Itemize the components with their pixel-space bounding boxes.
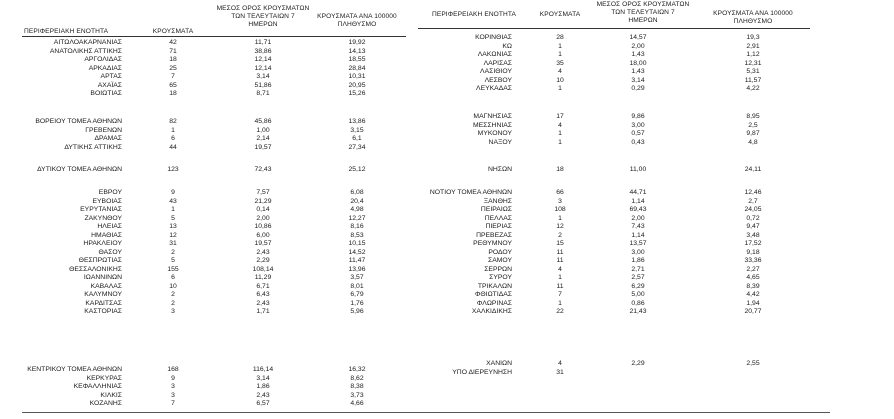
per-100k-value: 8,16 <box>350 223 364 230</box>
cases-value: 13 <box>169 223 177 230</box>
per-100k-value: 13,96 <box>348 265 366 273</box>
region-name: ΓΡΕΒΕΝΩΝ <box>85 126 122 134</box>
left-header-cases: ΚΡΟΥΣΜΑΤΑ <box>152 28 194 35</box>
table-row <box>0 84 894 93</box>
region-name: ΠΕΛΛΑΣ <box>484 214 512 222</box>
per-100k-value: 6,79 <box>350 291 364 298</box>
avg-7day-value: 0,29 <box>631 85 645 92</box>
avg-7day-value: 0,86 <box>631 299 645 307</box>
region-name: ΠΙΕΡΙΑΣ <box>485 223 512 230</box>
avg-7day-value: 116,14 <box>252 366 274 373</box>
cases-value: 12 <box>169 231 177 239</box>
region-name: ΝΑΞΟΥ <box>488 138 512 146</box>
cases-value: 6 <box>171 274 175 281</box>
right-header-avg-line3: ΗΜΕΡΩΝ <box>628 17 658 24</box>
region-name: ΧΑΝΙΩΝ <box>486 360 512 367</box>
region-name: ΠΡΕΒΕΖΑΣ <box>476 231 512 239</box>
cases-value: 31 <box>556 368 564 376</box>
per-100k-value: 2,7 <box>748 197 758 205</box>
cases-value: 1 <box>558 85 562 92</box>
avg-7day-value: 72,43 <box>254 166 272 173</box>
region-name: ΔΥΤΙΚΗΣ ΑΤΤΙΚΗΣ <box>64 143 122 151</box>
cases-value: 18 <box>169 56 177 63</box>
right-header-avg-line1: ΜΕΣΟΣ ΟΡΟΣ ΚΡΟΥΣΜΑΤΩΝ <box>596 1 690 8</box>
per-100k-value: 12,46 <box>744 189 762 196</box>
per-100k-value: 20,95 <box>348 81 366 89</box>
per-100k-value: 3,48 <box>746 231 760 239</box>
per-100k-value: 8,62 <box>350 374 364 382</box>
cases-value: 44 <box>169 143 177 151</box>
region-name: ΧΑΛΚΙΔΙΚΗΣ <box>471 308 512 315</box>
table-row <box>0 368 894 377</box>
right-header-per100k <box>700 10 806 26</box>
per-100k-value: 17,52 <box>744 240 762 247</box>
avg-7day-value: 0,57 <box>631 130 645 137</box>
avg-7day-value: 6,71 <box>256 282 270 290</box>
avg-7day-value: 13,57 <box>629 240 647 247</box>
region-name: ΦΛΩΡΙΝΑΣ <box>476 299 512 307</box>
left-header-avg-line1: ΜΕΣΟΣ ΟΡΟΣ ΚΡΟΥΣΜΑΤΩΝ <box>216 5 310 12</box>
per-100k-value: 2,5 <box>748 121 758 129</box>
cases-value: 1 <box>171 126 175 134</box>
avg-7day-value: 14,57 <box>629 34 647 41</box>
cases-value: 4 <box>558 68 562 75</box>
region-name: ΔΥΤΙΚΟΥ ΤΟΜΕΑ ΑΘΗΝΩΝ <box>37 166 122 173</box>
cases-value: 11 <box>556 248 564 256</box>
cases-value: 1 <box>558 51 562 58</box>
per-100k-value: 8,95 <box>746 113 760 120</box>
cases-value: 18 <box>556 166 564 173</box>
cases-value: 4 <box>558 265 562 273</box>
cases-value: 11 <box>556 257 564 264</box>
avg-7day-value: 18,00 <box>629 59 647 67</box>
cases-value: 66 <box>556 189 564 196</box>
region-name: ΛΑΣΙΘΙΟΥ <box>480 68 512 75</box>
avg-7day-value: 2,00 <box>256 214 270 222</box>
cases-value: 2 <box>558 231 562 239</box>
right-header-avg <box>594 1 692 25</box>
per-100k-value: 13,86 <box>348 118 366 125</box>
avg-7day-value: 1,86 <box>631 257 645 264</box>
cases-value: 1 <box>558 299 562 307</box>
per-100k-value: 8,39 <box>746 282 760 290</box>
per-100k-value: 5,96 <box>350 308 364 315</box>
avg-7day-value: 51,86 <box>254 81 272 89</box>
cases-value: 9 <box>171 374 175 382</box>
region-name: ΔΡΑΜΑΣ <box>94 135 122 142</box>
avg-7day-value: 3,00 <box>631 248 645 256</box>
per-100k-value: 33,36 <box>744 257 762 264</box>
region-name: ΒΟΡΕΙΟΥ ΤΟΜΕΑ ΑΘΗΝΩΝ <box>35 118 122 125</box>
cases-value: 71 <box>169 47 177 55</box>
avg-7day-value: 2,29 <box>256 257 270 264</box>
region-name: ΜΕΣΣΗΝΙΑΣ <box>472 121 512 129</box>
region-name: ΘΑΣΟΥ <box>98 248 122 256</box>
avg-7day-value: 19,57 <box>254 143 272 151</box>
avg-7day-value: 2,43 <box>256 248 270 256</box>
cases-value: 3 <box>171 383 175 390</box>
region-name: ΕΥΒΟΙΑΣ <box>92 197 122 205</box>
avg-7day-value: 2,71 <box>631 265 645 273</box>
region-name: ΡΟΔΟΥ <box>488 248 512 256</box>
per-100k-value: 11,57 <box>744 76 762 84</box>
per-100k-value: 24,05 <box>744 206 762 213</box>
avg-7day-value: 45,86 <box>254 118 272 125</box>
region-name: ΑΧΑΪΑΣ <box>97 81 122 89</box>
per-100k-value: 8,01 <box>350 282 364 290</box>
per-100k-value: 12,31 <box>744 59 762 67</box>
region-name: ΞΑΝΘΗΣ <box>483 197 512 205</box>
per-100k-value: 6,08 <box>350 189 364 196</box>
per-100k-value: 25,12 <box>348 166 366 173</box>
per-100k-value: 2,91 <box>746 42 760 50</box>
per-100k-value: 16,32 <box>348 366 366 373</box>
region-name: ΚΑΣΤΟΡΙΑΣ <box>84 308 122 315</box>
per-100k-value: 1,76 <box>350 299 364 307</box>
left-header-per100k-line2: ΠΛΗΘΥΣΜΟ <box>337 21 377 28</box>
per-100k-value: 4,8 <box>748 138 758 146</box>
per-100k-value: 15,26 <box>348 90 366 97</box>
region-name: ΦΘΙΩΤΙΔΑΣ <box>475 291 512 298</box>
avg-7day-value: 69,43 <box>629 206 647 213</box>
region-name: ΚΑΛΥΜΝΟΥ <box>84 291 122 298</box>
per-100k-value: 4,98 <box>350 206 364 213</box>
avg-7day-value: 11,29 <box>254 274 272 281</box>
per-100k-value: 19,92 <box>348 39 366 46</box>
region-name: ΒΟΙΩΤΙΑΣ <box>90 90 122 97</box>
cases-value: 28 <box>556 34 564 41</box>
avg-7day-value: 11,00 <box>629 166 647 173</box>
cases-value: 18 <box>169 90 177 97</box>
cases-value: 31 <box>169 240 177 247</box>
avg-7day-value: 6,29 <box>631 282 645 290</box>
avg-7day-value: 11,71 <box>254 39 272 46</box>
per-100k-value: 4,66 <box>350 400 364 407</box>
region-name: ΛΕΥΚΑΔΑΣ <box>476 85 512 92</box>
cases-value: 7 <box>558 291 562 298</box>
per-100k-value: 24,11 <box>744 166 762 173</box>
region-name: ΚΟΡΙΝΘΙΑΣ <box>475 34 512 41</box>
avg-7day-value: 12,14 <box>254 56 272 63</box>
cases-value: 3 <box>171 391 175 399</box>
avg-7day-value: 2,00 <box>631 214 645 222</box>
region-name: ΝΟΤΙΟΥ ΤΟΜΕΑ ΑΘΗΝΩΝ <box>429 189 512 196</box>
region-name: ΑΡΚΑΔΙΑΣ <box>88 64 122 72</box>
per-100k-value: 0,72 <box>746 214 760 222</box>
per-100k-value: 4,42 <box>746 291 760 298</box>
cases-value: 5 <box>171 214 175 222</box>
avg-7day-value: 6,00 <box>256 231 270 239</box>
cases-value: 4 <box>558 360 562 367</box>
per-100k-value: 4,65 <box>746 274 760 281</box>
avg-7day-value: 2,00 <box>631 42 645 50</box>
avg-7day-value: 7,57 <box>256 189 270 196</box>
cases-value: 42 <box>169 39 177 46</box>
region-name: ΑΝΑΤΟΛΙΚΗΣ ΑΤΤΙΚΗΣ <box>49 47 122 55</box>
per-100k-value: 1,12 <box>746 51 760 58</box>
region-name: ΜΥΚΟΝΟΥ <box>477 130 512 137</box>
region-name: ΜΑΓΝΗΣΙΑΣ <box>473 113 512 120</box>
region-name: ΚΟΖΑΝΗΣ <box>89 400 122 407</box>
region-name: ΗΡΑΚΛΕΙΟΥ <box>83 240 122 247</box>
cases-value: 10 <box>169 282 177 290</box>
avg-7day-value: 3,14 <box>256 73 270 80</box>
avg-7day-value: 10,86 <box>254 223 272 230</box>
region-name: ΣΕΡΡΩΝ <box>484 265 512 273</box>
region-name: ΗΜΑΘΙΑΣ <box>91 231 122 239</box>
region-name: ΕΥΡΥΤΑΝΙΑΣ <box>80 206 122 213</box>
per-100k-value: 9,87 <box>746 130 760 137</box>
cases-value: 3 <box>171 308 175 315</box>
per-100k-value: 1,94 <box>746 299 760 307</box>
cases-value: 65 <box>169 81 177 89</box>
cases-value: 43 <box>169 197 177 205</box>
region-name: ΚΙΛΚΙΣ <box>100 391 122 399</box>
avg-7day-value: 108,14 <box>252 265 274 273</box>
cases-value: 1 <box>558 214 562 222</box>
left-header-avg-line3: ΗΜΕΡΩΝ <box>248 21 278 28</box>
avg-7day-value: 1,43 <box>631 51 645 58</box>
avg-7day-value: 0,14 <box>256 206 270 213</box>
avg-7day-value: 5,00 <box>631 291 645 298</box>
per-100k-value: 3,15 <box>350 126 364 134</box>
avg-7day-value: 44,71 <box>629 189 647 196</box>
region-name: ΖΑΚΥΝΘΟΥ <box>84 214 122 222</box>
right-header-avg-line2: ΤΩΝ ΤΕΛΕΥΤΑΙΩΝ 7 <box>611 9 675 16</box>
avg-7day-value: 6,57 <box>256 400 270 407</box>
per-100k-value: 20,77 <box>744 308 762 315</box>
region-name: ΛΑΡΙΣΑΣ <box>483 59 512 67</box>
cases-value: 108 <box>554 206 566 213</box>
cases-value: 155 <box>167 265 179 273</box>
per-100k-value: 8,53 <box>350 231 364 239</box>
cases-value: 17 <box>556 113 564 120</box>
left-header-per100k <box>312 13 402 29</box>
avg-7day-value: 2,14 <box>256 135 270 142</box>
per-100k-value: 9,47 <box>746 223 760 230</box>
avg-7day-value: 3,14 <box>631 76 645 84</box>
cases-value: 1 <box>558 138 562 146</box>
region-name: ΝΗΣΩΝ <box>487 166 512 173</box>
region-name: ΘΕΣΣΑΛΟΝΙΚΗΣ <box>69 265 122 273</box>
region-name: ΡΕΘΥΜΝΟΥ <box>473 240 512 247</box>
cases-value: 3 <box>558 197 562 205</box>
avg-7day-value: 21,43 <box>629 308 647 315</box>
region-name: ΑΡΤΑΣ <box>100 73 122 80</box>
avg-7day-value: 38,86 <box>254 47 272 55</box>
avg-7day-value: 1,86 <box>256 383 270 390</box>
avg-7day-value: 2,57 <box>631 274 645 281</box>
cases-value: 1 <box>558 274 562 281</box>
per-100k-value: 3,57 <box>350 274 364 281</box>
avg-7day-value: 1,00 <box>256 126 270 134</box>
region-name: ΚΕΡΚΥΡΑΣ <box>86 374 122 382</box>
region-name: ΛΑΚΩΝΙΑΣ <box>477 51 512 58</box>
region-name: ΕΒΡΟΥ <box>98 189 122 196</box>
left-header-avg-line2: ΤΩΝ ΤΕΛΕΥΤΑΙΩΝ 7 <box>231 13 295 20</box>
region-name: ΚΑΒΑΛΑΣ <box>90 282 122 290</box>
region-name: ΘΕΣΠΡΩΤΙΑΣ <box>78 257 122 264</box>
right-header-cases: ΚΡΟΥΣΜΑΤΑ <box>539 11 581 18</box>
region-name: ΙΩΑΝΝΙΝΩΝ <box>83 274 122 281</box>
per-100k-value: 14,52 <box>348 248 366 256</box>
right-header-per100k-line2: ΠΛΗΘΥΣΜΟ <box>733 18 773 25</box>
per-100k-value: 11,47 <box>348 257 366 264</box>
region-name: ΑΡΓΟΛΙΔΑΣ <box>84 56 122 63</box>
cases-value: 1 <box>558 130 562 137</box>
cases-value: 1 <box>171 206 175 213</box>
avg-7day-value: 0,43 <box>631 138 645 146</box>
region-name: ΚΕΦΑΛΛΗΝΙΑΣ <box>73 383 122 390</box>
right-header-region: ΠΕΡΙΦΕΡΕΙΑΚΗ ΕΝΟΤΗΤΑ <box>431 11 517 18</box>
cases-value: 15 <box>556 240 564 247</box>
per-100k-value: 5,31 <box>746 68 760 75</box>
region-name: ΣΥΡΟΥ <box>489 274 512 281</box>
table-row <box>0 165 894 174</box>
left-header-region: ΠΕΡΙΦΕΡΕΙΑΚΗ ΕΝΟΤΗΤΑ <box>24 28 109 35</box>
cases-value: 7 <box>171 73 175 80</box>
avg-7day-value: 8,71 <box>256 90 270 97</box>
per-100k-value: 10,15 <box>348 240 366 247</box>
region-name: ΚΕΝΤΡΙΚΟΥ ΤΟΜΕΑ ΑΘΗΝΩΝ <box>27 366 122 373</box>
avg-7day-value: 2,29 <box>631 360 645 367</box>
per-100k-value: 18,55 <box>348 56 366 63</box>
table-row <box>0 138 894 147</box>
cases-value: 35 <box>556 59 564 67</box>
cases-value: 168 <box>167 366 179 373</box>
avg-7day-value: 6,43 <box>256 291 270 298</box>
cases-value: 25 <box>169 64 177 72</box>
region-name: ΛΕΣΒΟΥ <box>484 76 512 84</box>
per-100k-value: 28,84 <box>348 64 366 72</box>
per-100k-value: 27,34 <box>348 143 366 151</box>
table-row <box>0 307 894 316</box>
per-100k-value: 4,22 <box>746 85 760 92</box>
region-name: ΥΠΟ ΔΙΕΡΕΥΝΗΣΗ <box>452 368 512 376</box>
per-100k-value: 19,3 <box>746 34 760 41</box>
cases-value: 2 <box>171 248 175 256</box>
per-100k-value: 9,18 <box>746 248 760 256</box>
per-100k-value: 2,55 <box>746 360 760 367</box>
region-name: ΣΑΜΟΥ <box>488 257 512 264</box>
avg-7day-value: 2,43 <box>256 391 270 399</box>
cases-value: 22 <box>556 308 564 315</box>
avg-7day-value: 1,14 <box>631 231 645 239</box>
cases-value: 11 <box>556 282 564 290</box>
region-name: ΠΕΙΡΑΙΩΣ <box>480 206 512 213</box>
cases-value: 2 <box>171 291 175 298</box>
cases-value: 1 <box>558 42 562 50</box>
region-name: ΑΙΤΩΛΟΑΚΑΡΝΑΝΙΑΣ <box>53 39 122 46</box>
per-100k-value: 3,73 <box>350 391 364 399</box>
avg-7day-value: 3,00 <box>631 121 645 129</box>
cases-value: 6 <box>171 135 175 142</box>
avg-7day-value: 3,14 <box>256 374 270 382</box>
region-name: ΗΛΕΙΑΣ <box>97 223 122 230</box>
cases-value: 82 <box>169 118 177 125</box>
per-100k-value: 10,31 <box>348 73 366 80</box>
avg-7day-value: 9,86 <box>631 113 645 120</box>
cases-value: 123 <box>167 166 179 173</box>
cases-value: 12 <box>556 223 564 230</box>
table-row <box>0 399 894 408</box>
region-name: ΚΑΡΔΙΤΣΑΣ <box>85 299 122 307</box>
per-100k-value: 2,27 <box>746 265 760 273</box>
cases-value: 2 <box>171 299 175 307</box>
per-100k-value: 8,38 <box>350 383 364 390</box>
cases-value: 9 <box>171 189 175 196</box>
left-header-avg <box>215 5 311 29</box>
left-header-per100k-line1: ΚΡΟΥΣΜΑΤΑ ΑΝΑ 100000 <box>317 13 397 20</box>
cases-value: 4 <box>558 121 562 129</box>
avg-7day-value: 21,29 <box>254 197 272 205</box>
cases-value: 5 <box>171 257 175 264</box>
per-100k-value: 6,1 <box>352 135 362 142</box>
right-header-per100k-line1: ΚΡΟΥΣΜΑΤΑ ΑΝΑ 100000 <box>713 10 793 17</box>
cases-value: 7 <box>171 400 175 407</box>
cases-value: 10 <box>556 76 564 84</box>
per-100k-value: 12,27 <box>348 214 366 222</box>
avg-7day-value: 19,57 <box>254 240 272 247</box>
avg-7day-value: 1,71 <box>256 308 270 315</box>
right-header-rule <box>418 28 810 29</box>
region-name: ΚΩ <box>502 42 512 50</box>
bottom-rule <box>22 412 830 413</box>
avg-7day-value: 2,43 <box>256 299 270 307</box>
avg-7day-value: 7,43 <box>631 223 645 230</box>
avg-7day-value: 1,43 <box>631 68 645 75</box>
per-100k-value: 14,13 <box>348 47 366 55</box>
per-100k-value: 20,4 <box>350 197 364 205</box>
avg-7day-value: 1,14 <box>631 197 645 205</box>
avg-7day-value: 12,14 <box>254 64 272 72</box>
region-name: ΤΡΙΚΑΛΩΝ <box>477 282 512 290</box>
